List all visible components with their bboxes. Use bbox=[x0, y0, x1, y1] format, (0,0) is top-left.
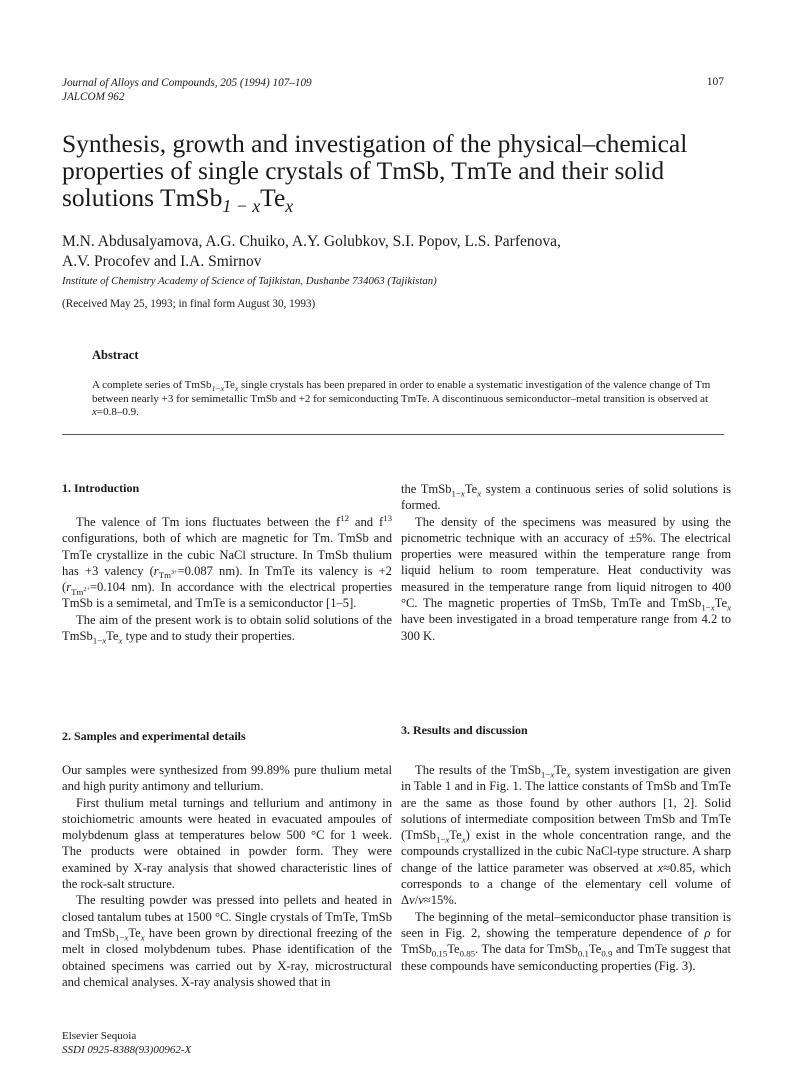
abstract-sub: 1−x bbox=[211, 384, 225, 394]
introduction-body bbox=[62, 514, 392, 644]
author-list bbox=[62, 232, 742, 272]
journal-code: JALCOM 962 bbox=[62, 91, 125, 103]
section-heading-introduction: 1. Introduction bbox=[62, 481, 140, 495]
authors-line-1: M.N. Abdusalyamova, A.G. Chuiko, A.Y. Golubkov, S.I. Popov, L.S. Parfenova, bbox=[62, 233, 561, 250]
ssdi-code: SSDI 0925-8388(93)00962-X bbox=[62, 1043, 192, 1056]
density-paragraph: The density of the specimens was measured by using the picnometric technique with an accuracy of ±5%. The electrical properties were measured within the temperature range from liquid helium to room temperature. Heat conductivity was measured in the temperature range from liquid nitrogen to 400 °C. The magnetic properties of TmSb, TmTe and $TmSb_{1-x}Te_x$ have been investigated in a broad temperature range from 4.2 to 300 K. bbox=[401, 514, 731, 643]
samples-paragraph-2: First thulium metal turnings and tellurium and antimony in stoichiometric amounts were heated in evacuated ampoules of molybdenum glass at temperatures below 500 °C for 1 week. The products were obtained in powder form. They were examined by X-ray analysis that showed characteristic lines of the rock-salt structure. bbox=[62, 795, 392, 892]
abstract-part: A complete series of TmSb bbox=[92, 379, 212, 391]
results-paragraph-1: The results of the $TmSb_{1-x}Te_x$ system investigation are given in Table 1 and in Fig. 1. The lattice constants of TmSb and TmTe are the same as those found by other authors [1, 2]. Solid solutions of intermediate composition between TmSb and TmTe $(TmSb_{1-x}Te_x)$ exist in the whole concentration range, and the compounds crystallized in the cubic NaCl-type structure. A sharp change of the lattice parameter was observed at x≈0.85, which corresponds to a change of the elementary cell volume of Δv/v≈15%. bbox=[401, 763, 731, 908]
journal-header bbox=[62, 76, 312, 104]
results-paragraph-2: The beginning of the metal–semiconductor phase transition is seen in Fig. 2, showing the temperature dependence of ρ for $TmSb_{0.15}Te_{0.85}$. The data for $TmSb_{0.1}Te_{0.9}$ and TmTe suggest that these compounds have semiconducting properties (Fig. 3). bbox=[401, 909, 732, 973]
title-line-3 bbox=[62, 183, 742, 217]
section-heading-samples: 2. Samples and experimental details bbox=[62, 729, 246, 743]
section-heading-results: 3. Results and discussion bbox=[401, 723, 528, 737]
page-number: 107 bbox=[706, 76, 724, 88]
title-subscript-x: x bbox=[285, 196, 294, 217]
authors-line-2: A.V. Procofev and I.A. Smirnov bbox=[62, 253, 262, 270]
title-formula-part: solutions TmSb bbox=[62, 183, 223, 212]
abstract-heading: Abstract bbox=[92, 348, 139, 362]
journal-citation: Journal of Alloys and Compounds, 205 (1994) 107–109 bbox=[62, 77, 312, 89]
abstract-var: x bbox=[92, 406, 97, 418]
abstract-sub: x bbox=[234, 384, 239, 394]
affiliation: Institute of Chemistry Academy of Science of Tajikistan, Dushanbe 734063 (Tajikistan) bbox=[62, 275, 437, 287]
intro-paragraph-1: The valence of Tm ions fluctuates between the $f^{12}$ and $f^{13}$ configurations, both of which are magnetic for Tm. TmSb and TmTe crystallize in the cubic NaCl structure. In TmSb thulium has +3 valency ($r_{Tm^{3+}}=0.087$ nm). In TmTe its valency is +2 ($r_{Tm^{2+}}=0.104$ nm). In accordance with the electrical properties TmSb is a semimetal, and TmTe is a semiconductor [1–5]. bbox=[62, 512, 392, 611]
abstract-divider bbox=[62, 434, 724, 435]
intro-paragraph-2: The aim of the present work is to obtain solid solutions of the $TmSb_{1-x}Te_x$ type and to study their properties. bbox=[62, 612, 392, 646]
page-footer bbox=[62, 1030, 191, 1057]
title-line-1: Synthesis, growth and investigation of the physical–chemical bbox=[62, 129, 688, 158]
abstract-part: Te bbox=[224, 379, 235, 391]
publisher-name: Elsevier Sequoia bbox=[62, 1030, 137, 1042]
samples-body bbox=[62, 762, 392, 990]
abstract-text bbox=[92, 379, 722, 420]
title-subscript: 1 − x bbox=[222, 196, 261, 217]
results-body bbox=[401, 762, 731, 974]
title-formula-te: Te bbox=[260, 183, 286, 212]
abstract-part: single crystals has been prepared in order to enable a systematic investigation of the valence change of Tm between nearly +3 for semimetallic TmSb and +2 for semiconducting TmTe. A discontinuous semiconductor–metal transition is observed at bbox=[92, 379, 711, 405]
right-column-top bbox=[401, 481, 731, 644]
received-dates: (Received May 25, 1993; in final form August 30, 1993) bbox=[62, 298, 316, 310]
title-line-2: properties of single crystals of TmSb, TmTe and their solid bbox=[62, 156, 665, 185]
samples-paragraph-1: Our samples were synthesized from 99.89% pure thulium metal and high purity antimony and tellurium. bbox=[62, 763, 392, 794]
samples-paragraph-3: The resulting powder was pressed into pellets and heated in closed tantalum tubes at 1500 °C. Single crystals of TmTe, TmSb and $TmSb_{1-x}Te_x$ have been grown by directional freezing of the melt in closed molybdenum tubes. Phase identification of the obtained specimens was carried out by X-ray, microstructural and chemical analyses. X-ray analysis showed that in bbox=[62, 893, 392, 989]
intro-continuation: the $TmSb_{1-x}Te_x$ system a continuous series of solid solutions is formed. bbox=[401, 482, 731, 513]
abstract-part: =0.8–0.9. bbox=[96, 406, 139, 418]
paper-title bbox=[62, 129, 742, 217]
